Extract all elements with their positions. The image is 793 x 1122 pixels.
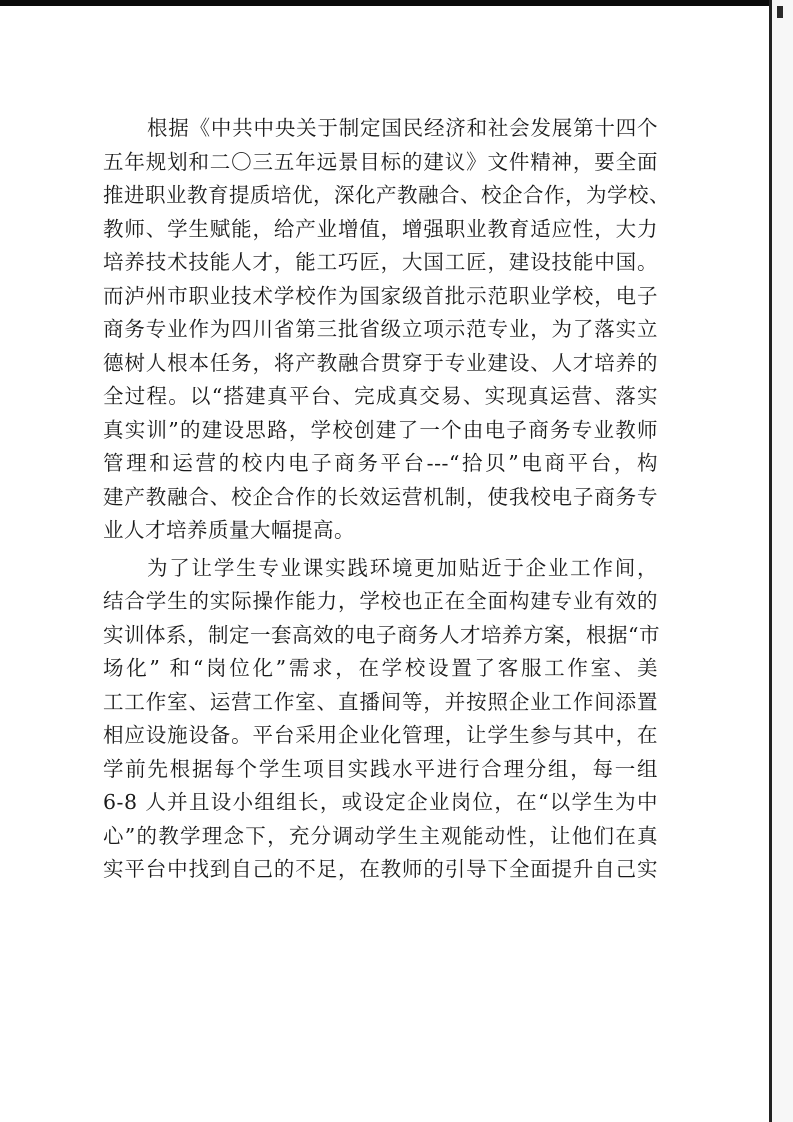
scan-right-edge [769,0,793,1122]
text-line: 五年规划和二〇三五年远景目标的建议》文件精神，要全面 [103,149,658,174]
text-line: 教师、学生赋能，给产业增值，增强职业教育适应性，大力 [103,216,658,241]
text-line: 全过程。以“搭建真平台、完成真交易、实现真运营、落实 [103,384,658,408]
text-line: 相应设施设备。平台采用企业化管理，让学生参与其中，在 [103,723,658,747]
paragraph-1 [103,112,670,548]
text-line: 实训体系，制定一套高效的电子商务人才培养方案，根据“市 [103,622,660,647]
text-line: 而泸州市职业技术学校作为国家级首批示范职业学校，电子 [103,283,658,308]
text-line: 根据《中共中央关于制定国民经济和社会发展第十四个 [147,116,658,140]
text-line: 场化” 和“岗位化”需求，在学校设置了客服工作室、美 [103,656,658,680]
scan-top-edge [0,0,770,6]
text-line: 推进职业教育提质培优，深化产教融合、校企合作，为学校、 [103,183,670,207]
text-line: 商务专业作为四川省第三批省级立项示范专业，为了落实立 [103,317,658,341]
text-line: 德树人根本任务，将产教融合贯穿于专业建设、人才培养的 [103,350,658,375]
text-line: 6-8 人并且设小组组长，或设定企业岗位，在“以学生为中 [103,790,658,814]
text-line: 培养技术技能人才，能工巧匠，大国工匠，建设技能中国。 [103,250,658,274]
text-line: 心”的教学理念下，充分调动学生主观能动性，让他们在真 [103,823,658,848]
text-line: 管理和运营的校内电子商务平台---“拾贝”电商平台，构 [103,451,658,475]
text-line: 工工作室、运营工作室、直播间等，并按照企业工作间添置 [103,689,658,714]
text-line: 为了让学生专业课实践环境更加贴近于企业工作间， [147,555,658,580]
text-line: 实平台中找到自己的不足，在教师的引导下全面提升自己实 [103,857,658,881]
text-line: 建产教融合、校企合作的长效运营机制，使我校电子商务专 [103,484,658,509]
text-line: 业人才培养质量大幅提高。 [103,518,355,542]
document-body [103,112,670,887]
text-line: 结合学生的实际操作能力，学校也正在全面构建专业有效的 [103,589,658,613]
text-line: 真实训”的建设思路，学校创建了一个由电子商务专业教师 [103,417,658,442]
text-line: 学前先根据每个学生项目实践水平进行合理分组，每一组 [103,756,658,781]
paragraph-2 [103,552,658,887]
scan-corner-mark [777,6,783,18]
